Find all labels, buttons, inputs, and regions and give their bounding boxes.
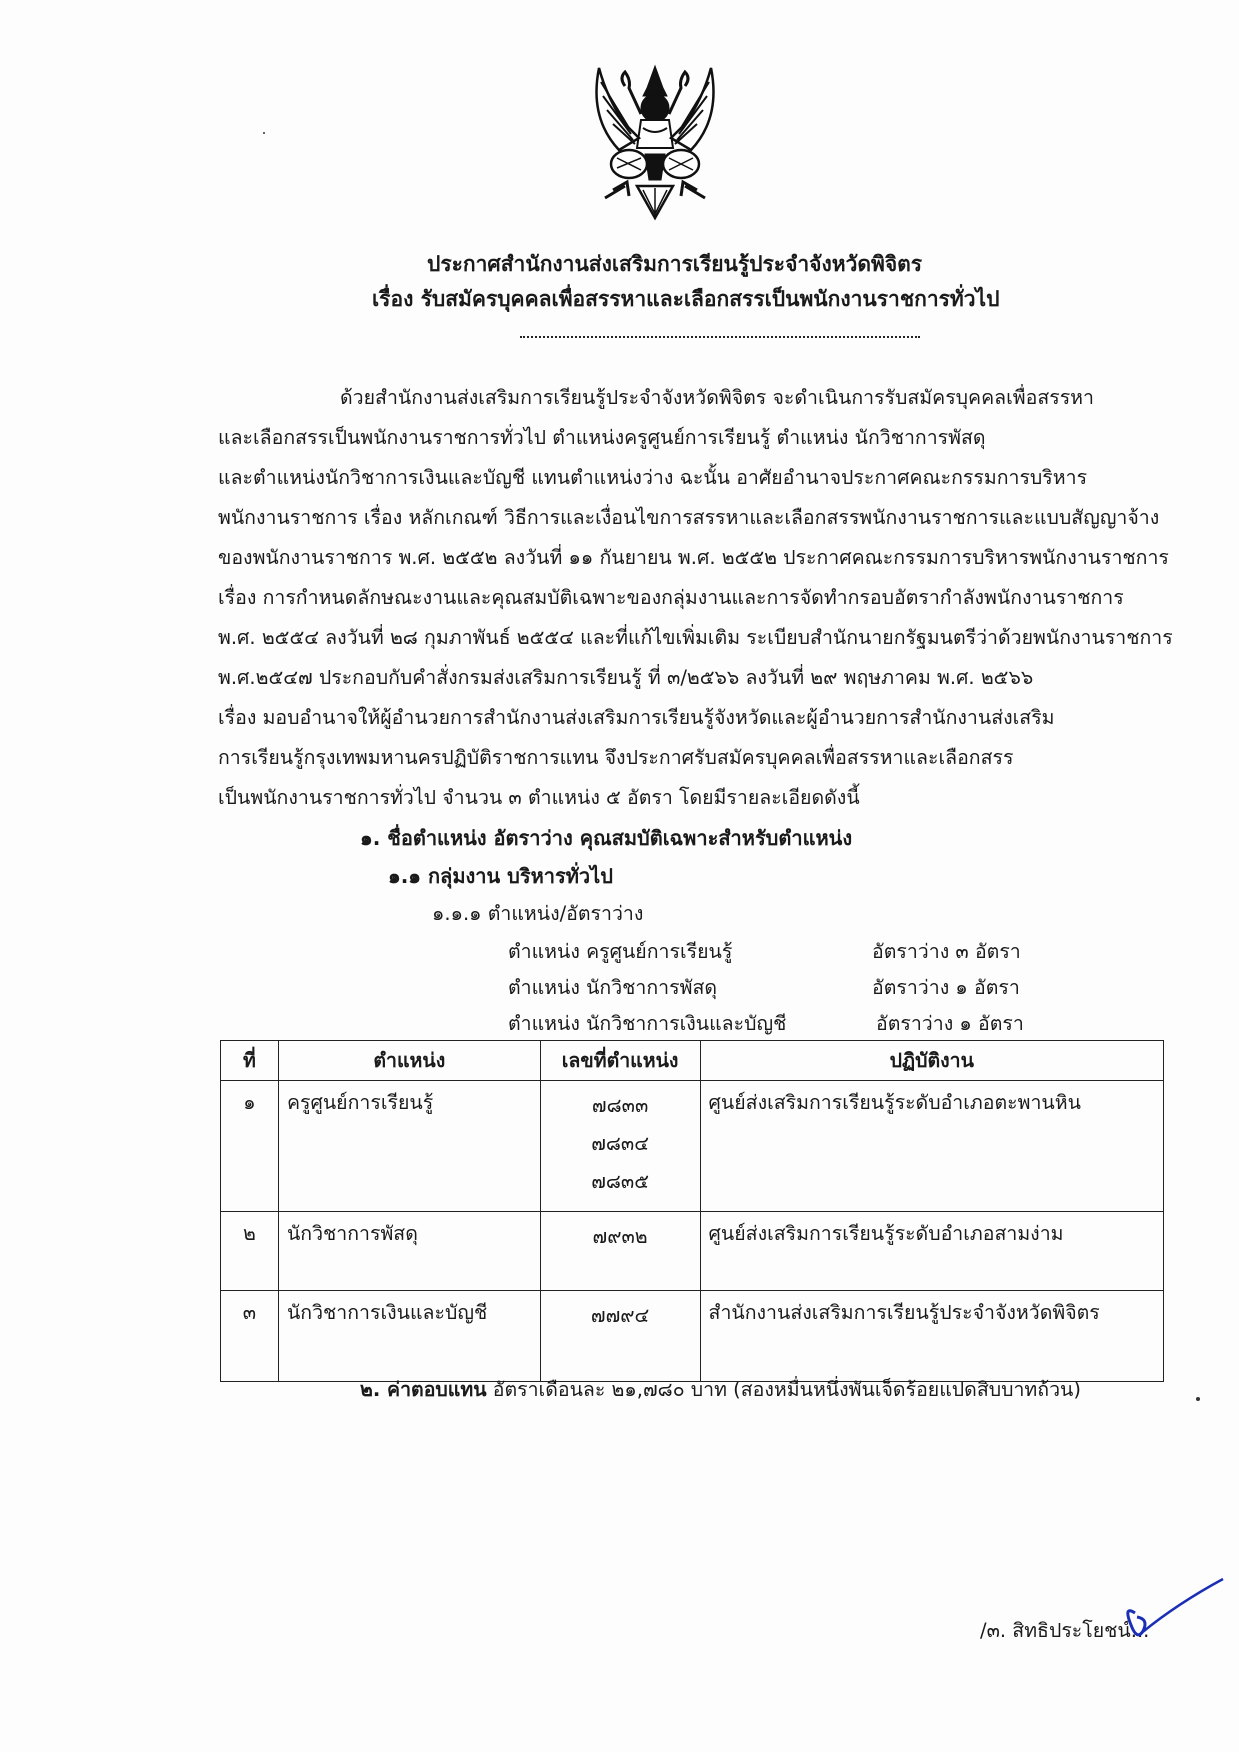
cell-no: ๓ [221,1291,279,1382]
table-row [221,1291,1164,1382]
cell-position: นักวิชาการพัสดุ [278,1212,540,1291]
continued-on-next-page: /๓. สิทธิประโยชน์... [980,1619,1150,1642]
section-1-heading: ๑. ชื่อตำแหน่ง อัตราว่าง คุณสมบัติเฉพาะสำหรับตำแหน่ง [360,826,853,850]
scan-speck [263,132,265,134]
body-line-7: พ.ศ. ๒๕๕๔ ลงวันที่ ๒๘ กุมภาพันธ์ ๒๕๕๔ และที่แก้ไขเพิ่มเติม ระเบียบสำนักนายกรัฐมนตรีว่าด้วยพนักงานราชการ [218,626,1173,649]
position-number: ๗๘๓๔ [591,1132,649,1155]
cell-workplace: ศูนย์ส่งเสริมการเรียนรู้ระดับอำเภอสามง่าม [700,1212,1163,1291]
checkmark-initial-icon [1115,1575,1230,1650]
section-2-label: ๒. ค่าตอบแทน [360,1378,487,1401]
cell-workplace: สำนักงานส่งเสริมการเรียนรู้ประจำจังหวัดพิจิตร [700,1291,1163,1382]
position-name-2: ตำแหน่ง นักวิชาการพัสดุ [508,976,718,999]
table-header-row [221,1041,1164,1081]
body-line-4: พนักงานราชการ เรื่อง หลักเกณฑ์ วิธีการและเงื่อนไขการสรรหาและเลือกสรรพนักงานราชการและแบบสัญญาจ้าง [218,506,1160,529]
position-vacancy-3: อัตราว่าง ๑ อัตรา [876,1012,1024,1035]
body-line-8: พ.ศ.๒๕๔๗ ประกอบกับคำสั่งกรมส่งเสริมการเรียนรู้ ที่ ๓/๒๕๖๖ ลงวันที่ ๒๙ พฤษภาคม พ.ศ. ๒๕๖๖ [218,666,1034,689]
position-number: ๗๙๓๒ [592,1225,648,1248]
cell-workplace: ศูนย์ส่งเสริมการเรียนรู้ระดับอำเภอตะพานหิน [700,1081,1163,1212]
table-row [221,1081,1164,1212]
cell-position-numbers [540,1081,700,1212]
announcement-subject: เรื่อง รับสมัครบุคคลเพื่อสรรหาและเลือกสรรเป็นพนักงานราชการทั่วไป [372,287,1000,311]
body-line-9: เรื่อง มอบอำนาจให้ผู้อำนวยการสำนักงานส่งเสริมการเรียนรู้จังหวัดและผู้อำนวยการสำนักงานส่งเสริม [218,706,1055,729]
position-number: ๗๘๓๕ [591,1170,649,1193]
position-vacancy-1: อัตราว่าง ๓ อัตรา [872,940,1021,963]
section-1-1-heading: ๑.๑ กลุ่มงาน บริหารทั่วไป [388,864,613,888]
title-divider [520,336,920,338]
body-line-3: และตำแหน่งนักวิชาการเงินและบัญชี แทนตำแหน่งว่าง ฉะนั้น อาศัยอำนาจประกาศคณะกรรมการบริหาร [218,466,1088,489]
section-2-text: อัตราเดือนละ ๒๑,๗๘๐ บาท (สองหมื่นหนึ่งพันเจ็ดร้อยแปดสิบบาทถ้วน) [486,1378,1081,1401]
position-name-1: ตำแหน่ง ครูศูนย์การเรียนรู้ [508,940,733,963]
section-2-compensation [360,1374,1081,1405]
cell-position: ครูศูนย์การเรียนรู้ [278,1081,540,1212]
cell-position: นักวิชาการเงินและบัญชี [278,1291,540,1382]
section-1-1-1-heading: ๑.๑.๑ ตำแหน่ง/อัตราว่าง [432,902,644,925]
table-row [221,1212,1164,1291]
body-line-6: เรื่อง การกำหนดลักษณะงานและคุณสมบัติเฉพาะของกลุ่มงานและการจัดทำกรอบอัตรากำลังพนักงานราชการ [218,586,1124,609]
cell-no: ๑ [221,1081,279,1212]
body-line-2: และเลือกสรรเป็นพนักงานราชการทั่วไป ตำแหน่งครูศูนย์การเรียนรู้ ตำแหน่ง นักวิชาการพัสดุ [218,426,986,449]
body-line-5: ของพนักงานราชการ พ.ศ. ๒๕๕๒ ลงวันที่ ๑๑ กันยายน พ.ศ. ๒๕๕๒ ประกาศคณะกรรมการบริหารพนักงานราชการ [218,546,1169,569]
header-position: ตำแหน่ง [278,1041,540,1081]
cell-position-numbers [540,1291,700,1382]
cell-position-numbers [540,1212,700,1291]
garuda-emblem-icon [585,58,725,223]
body-line-11: เป็นพนักงานราชการทั่วไป จำนวน ๓ ตำแหน่ง ๕ อัตรา โดยมีรายละเอียดดังนี้ [218,786,860,809]
position-name-3: ตำแหน่ง นักวิชาการเงินและบัญชี [508,1012,787,1035]
position-vacancy-2: อัตราว่าง ๑ อัตรา [872,976,1020,999]
position-number: ๗๗๙๔ [590,1304,650,1327]
scan-speck [1196,1397,1200,1401]
position-number: ๗๘๓๓ [591,1094,649,1117]
header-position-number: เลขที่ตำแหน่ง [540,1041,700,1081]
body-line-10: การเรียนรู้กรุงเทพมหานครปฏิบัติราชการแทน จึงประกาศรับสมัครบุคคลเพื่อสรรหาและเลือกสรร [218,746,1014,769]
announcement-title: ประกาศสำนักงานส่งเสริมการเรียนรู้ประจำจังหวัดพิจิตร [427,252,923,276]
positions-table [220,1040,1164,1382]
cell-no: ๒ [221,1212,279,1291]
body-line-1: ด้วยสำนักงานส่งเสริมการเรียนรู้ประจำจังหวัดพิจิตร จะดำเนินการรับสมัครบุคคลเพื่อสรรหา [340,386,1094,409]
header-workplace: ปฏิบัติงาน [700,1041,1163,1081]
header-no: ที่ [221,1041,279,1081]
